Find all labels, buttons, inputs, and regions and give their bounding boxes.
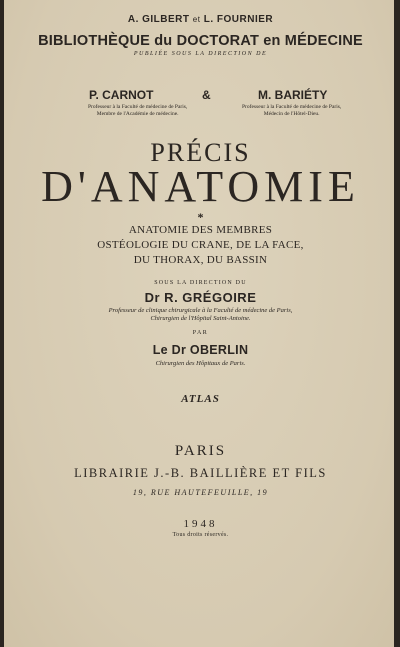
director-carnot-title-1: Professeur à la Faculté de médecine de Paris, — [88, 104, 188, 110]
director-carnot-titles — [88, 104, 187, 117]
author-oberlin: Le Dr OBERLIN — [152, 343, 249, 357]
collection-direction-label: PUBLIÉE SOUS LA DIRECTION DE — [133, 51, 268, 57]
imprint-rights: Tous droits réservés. — [172, 532, 229, 538]
editor-gregoire-titles — [4, 307, 397, 323]
authors-conjunction: et — [192, 15, 201, 24]
director-carnot-title-2: Membre de l'Académie de médecine. — [96, 110, 179, 117]
subtitle-line-1: ANATOMIE DES MEMBRES — [128, 224, 273, 236]
author-gilbert: A. GILBERT — [127, 14, 190, 25]
director-bariety-title-2: Médecin de l'Hôtel-Dieu. — [263, 110, 320, 117]
author-par-label: PAR — [192, 330, 209, 336]
subtitle-line-2: OSTÉOLOGIE DU CRANE, DE LA FACE, — [97, 239, 304, 251]
title-anatomie: D'ANATOMIE — [41, 162, 360, 211]
imprint-year: 1948 — [183, 518, 218, 530]
director-carnot: P. CARNOT — [89, 88, 154, 102]
director-bariety-title-1: Professeur à la Faculté de médecine de Paris, — [242, 104, 342, 110]
author-oberlin-title: Chirurgien des Hôpitaux de Paris. — [155, 360, 246, 367]
author-fournier: L. FOURNIER — [203, 14, 274, 25]
director-bariety-titles — [242, 104, 341, 117]
title-page — [4, 0, 397, 647]
editor-direction-label: SOUS LA DIRECTION DU — [154, 280, 247, 286]
director-bariety: M. BARIÉTY — [258, 88, 328, 102]
subtitle-line-3: DU THORAX, DU BASSIN — [133, 254, 268, 266]
imprint-publisher: LIBRAIRIE J.-B. BAILLIÈRE ET FILS — [74, 466, 327, 480]
authors-line — [4, 14, 397, 25]
volume-star: * — [197, 210, 204, 224]
directors-ampersand: & — [202, 88, 211, 102]
title-precis: PRÉCIS — [150, 138, 251, 167]
editor-gregoire: Dr R. GRÉGOIRE — [144, 290, 257, 305]
editor-gregoire-title-1: Professeur de clinique chirurgicale à la Faculté de médecine de Paris, — [108, 307, 293, 314]
collection-title: BIBLIOTHÈQUE du DOCTORAT en MÉDECINE — [38, 33, 363, 49]
page-edge — [394, 0, 397, 647]
imprint-city: PARIS — [174, 443, 227, 459]
imprint-address: 19, RUE HAUTEFEUILLE, 19 — [132, 488, 269, 497]
volume-atlas: ATLAS — [181, 393, 220, 405]
editor-gregoire-title-2: Chirurgien de l'Hôpital Saint-Antoine. — [150, 315, 251, 322]
